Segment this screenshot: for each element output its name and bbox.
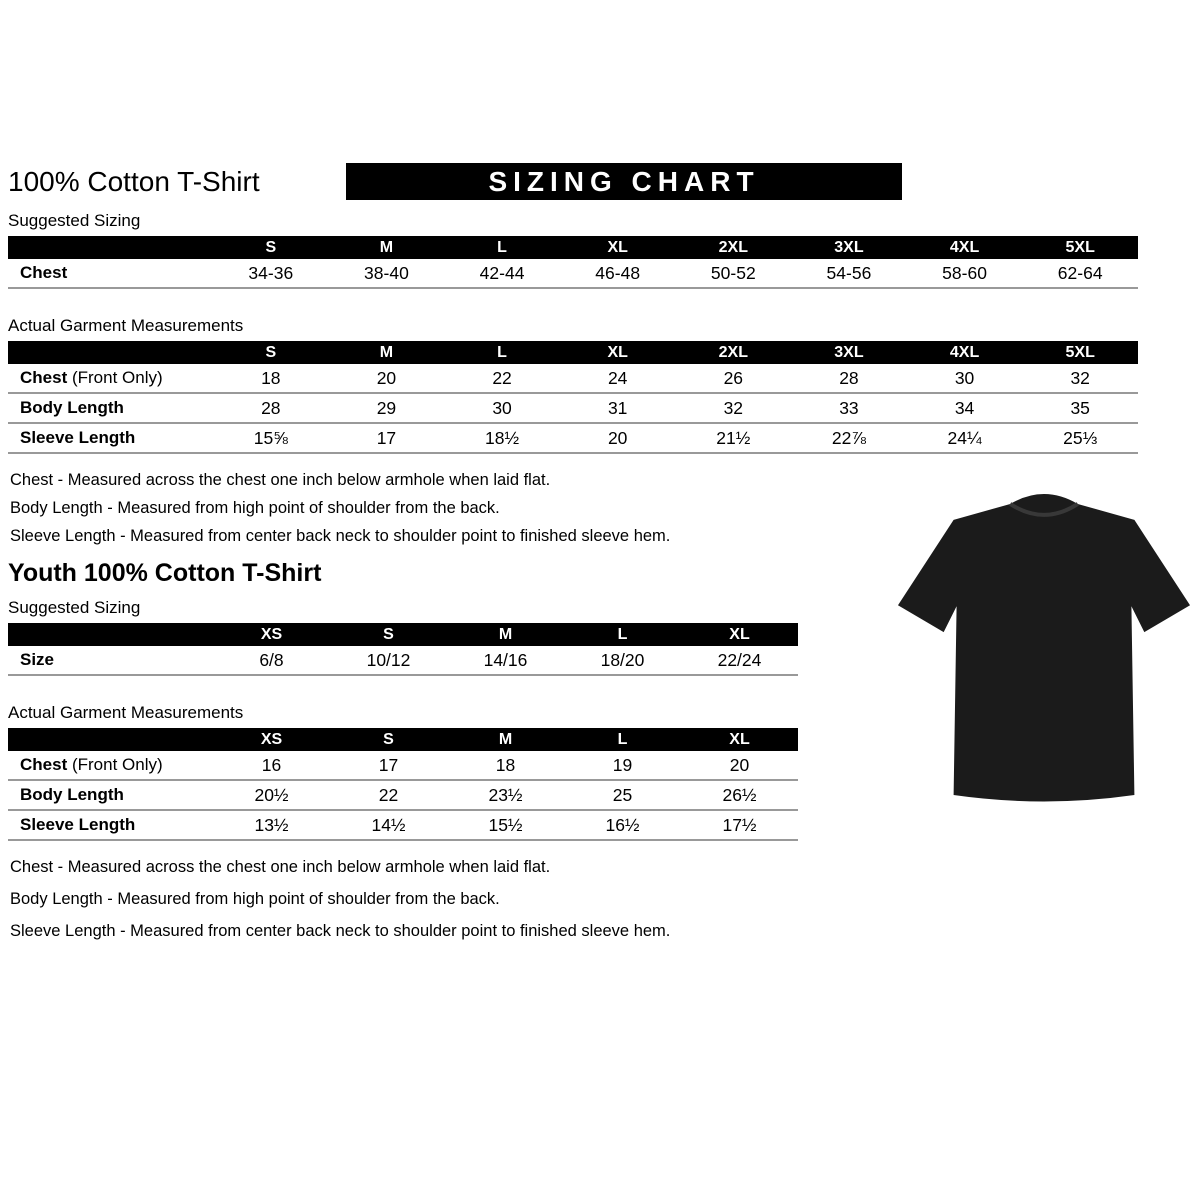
cell: 17 bbox=[376, 427, 397, 448]
cell: 32 bbox=[1070, 367, 1090, 388]
row-label bbox=[8, 398, 213, 418]
cell: 24¼ bbox=[947, 427, 982, 448]
table-row-size bbox=[8, 646, 798, 676]
size-col-5xl: 5XL bbox=[1065, 343, 1095, 361]
cell: 26½ bbox=[722, 784, 757, 805]
adult-actual-measurements-label: Actual Garment Measurements bbox=[8, 316, 244, 335]
size-col-2xl: 2XL bbox=[718, 238, 748, 256]
adult-suggested-sizing-label: Suggested Sizing bbox=[8, 211, 141, 230]
cell: 18/20 bbox=[600, 649, 645, 670]
cell: 33 bbox=[839, 397, 859, 418]
row-label-text: Sleeve Length bbox=[20, 815, 136, 834]
cell: 17 bbox=[378, 754, 399, 775]
size-col-xs: XS bbox=[260, 625, 283, 643]
cell: 6/8 bbox=[259, 649, 284, 670]
youth-actual-header-row bbox=[8, 728, 798, 751]
cell: 32 bbox=[723, 397, 744, 418]
cell: 62-64 bbox=[1057, 262, 1103, 283]
cell: 17½ bbox=[722, 814, 757, 835]
size-col-xl: XL bbox=[729, 730, 750, 748]
table-row-sleeve-length bbox=[8, 424, 1138, 454]
cell: 22 bbox=[378, 784, 399, 805]
cell: 35 bbox=[1070, 397, 1090, 418]
size-col-s: S bbox=[383, 730, 394, 748]
table-row-chest-front-only bbox=[8, 751, 798, 781]
size-col-l: L bbox=[617, 625, 628, 643]
size-col-xl: XL bbox=[607, 343, 628, 361]
cell: 20 bbox=[607, 427, 628, 448]
row-label-strong: Chest bbox=[20, 755, 68, 774]
cell: 28 bbox=[261, 397, 281, 418]
row-label bbox=[8, 368, 213, 388]
row-label-rest: (Front Only) bbox=[67, 755, 163, 774]
header-row bbox=[8, 163, 1148, 200]
size-col-4xl: 4XL bbox=[949, 343, 980, 361]
size-col-m: M bbox=[379, 238, 394, 256]
row-label-text: Chest bbox=[20, 263, 68, 282]
adult-suggested-sizing-table bbox=[8, 236, 1148, 289]
note-body-length: Body Length - Measured from high point of shoulder from the back. bbox=[10, 890, 500, 908]
cell: 20 bbox=[729, 754, 750, 775]
cell: 18 bbox=[495, 754, 516, 775]
row-label bbox=[8, 263, 213, 283]
youth-suggested-header-row bbox=[8, 623, 798, 646]
adult-actual-header-row bbox=[8, 341, 1138, 364]
row-label-text: Size bbox=[20, 650, 55, 669]
cell: 16½ bbox=[605, 814, 640, 835]
cell: 30 bbox=[492, 397, 512, 418]
cell: 14½ bbox=[371, 814, 406, 835]
cell: 54-56 bbox=[826, 262, 872, 283]
size-col-s: S bbox=[265, 343, 277, 361]
cell: 38-40 bbox=[364, 262, 409, 283]
row-label bbox=[8, 815, 213, 835]
cell: 20 bbox=[376, 367, 397, 388]
note-body-length: Body Length - Measured from high point of shoulder from the back. bbox=[10, 499, 500, 517]
cell: 22 bbox=[492, 367, 512, 388]
row-label bbox=[8, 650, 213, 670]
cell: 34 bbox=[954, 397, 975, 418]
adult-actual-measurements-table bbox=[8, 341, 1148, 454]
cell: 24 bbox=[607, 367, 628, 388]
cell: 15½ bbox=[488, 814, 523, 835]
size-col-5xl: 5XL bbox=[1065, 238, 1095, 256]
cell: 23½ bbox=[488, 784, 523, 805]
adult-title: 100% Cotton T-Shirt bbox=[8, 166, 260, 197]
size-col-l: L bbox=[497, 343, 507, 361]
table-row-body-length bbox=[8, 394, 1138, 424]
table-row-chest-front-only bbox=[8, 364, 1138, 394]
size-col-xs: XS bbox=[260, 730, 283, 748]
size-col-l: L bbox=[497, 238, 507, 256]
tshirt-body bbox=[898, 494, 1190, 801]
sizing-chart-banner: SIZING CHART bbox=[346, 163, 902, 200]
cell: 13½ bbox=[254, 814, 289, 835]
table-row-body-length bbox=[8, 781, 798, 811]
cell: 30 bbox=[954, 367, 975, 388]
cell: 10/12 bbox=[366, 649, 411, 670]
cell: 15⅝ bbox=[253, 427, 288, 448]
youth-measurement-notes bbox=[8, 858, 1148, 941]
size-col-2xl: 2XL bbox=[718, 343, 748, 361]
table-row-chest bbox=[8, 259, 1138, 289]
cell: 42-44 bbox=[479, 262, 525, 283]
note-chest: Chest - Measured across the chest one inch below armhole when laid flat. bbox=[10, 858, 551, 876]
row-label-strong: Chest bbox=[20, 368, 68, 387]
size-col-m: M bbox=[498, 730, 513, 748]
cell: 46-48 bbox=[595, 262, 641, 283]
cell: 18 bbox=[261, 367, 281, 388]
tshirt-graphic bbox=[895, 477, 1193, 820]
cell: 14/16 bbox=[483, 649, 528, 670]
size-col-3xl: 3XL bbox=[834, 238, 864, 256]
cell: 22⅞ bbox=[831, 427, 866, 448]
note-sleeve-length: Sleeve Length - Measured from center back neck to shoulder point to finished sleeve hem. bbox=[10, 527, 671, 545]
cell: 26 bbox=[723, 367, 744, 388]
size-col-4xl: 4XL bbox=[949, 238, 980, 256]
size-col-s: S bbox=[383, 625, 394, 643]
size-col-xl: XL bbox=[607, 238, 628, 256]
black-tshirt-image bbox=[895, 477, 1193, 820]
row-label bbox=[8, 755, 213, 775]
cell: 34-36 bbox=[248, 262, 294, 283]
cell: 19 bbox=[612, 754, 633, 775]
row-label-rest: (Front Only) bbox=[67, 368, 163, 387]
cell: 50-52 bbox=[710, 262, 756, 283]
size-col-3xl: 3XL bbox=[834, 343, 864, 361]
row-label bbox=[8, 428, 213, 448]
youth-suggested-sizing-label: Suggested Sizing bbox=[8, 598, 141, 617]
cell: 20½ bbox=[254, 784, 289, 805]
table-row-sleeve-length bbox=[8, 811, 798, 841]
cell: 16 bbox=[261, 754, 282, 775]
note-sleeve-length: Sleeve Length - Measured from center back neck to shoulder point to finished sleeve hem. bbox=[10, 922, 671, 940]
cell: 28 bbox=[839, 367, 859, 388]
cell: 21½ bbox=[716, 427, 751, 448]
cell: 18½ bbox=[485, 427, 520, 448]
cell: 31 bbox=[607, 397, 628, 418]
row-label-text: Body Length bbox=[20, 398, 124, 417]
youth-actual-measurements-label: Actual Garment Measurements bbox=[8, 703, 244, 722]
cell: 58-60 bbox=[942, 262, 987, 283]
row-label-text: Sleeve Length bbox=[20, 428, 136, 447]
adult-suggested-header-row bbox=[8, 236, 1138, 259]
row-label bbox=[8, 785, 213, 805]
cell: 22/24 bbox=[717, 649, 762, 670]
youth-title: Youth 100% Cotton T-Shirt bbox=[8, 559, 322, 587]
cell: 29 bbox=[376, 397, 397, 418]
size-col-m: M bbox=[498, 625, 513, 643]
size-col-xl: XL bbox=[729, 625, 750, 643]
size-col-m: M bbox=[379, 343, 394, 361]
size-col-s: S bbox=[265, 238, 277, 256]
cell: 25 bbox=[612, 784, 633, 805]
note-chest: Chest - Measured across the chest one inch below armhole when laid flat. bbox=[10, 471, 551, 489]
row-label-text: Body Length bbox=[20, 785, 124, 804]
size-col-l: L bbox=[617, 730, 628, 748]
cell: 25⅓ bbox=[1063, 427, 1098, 448]
